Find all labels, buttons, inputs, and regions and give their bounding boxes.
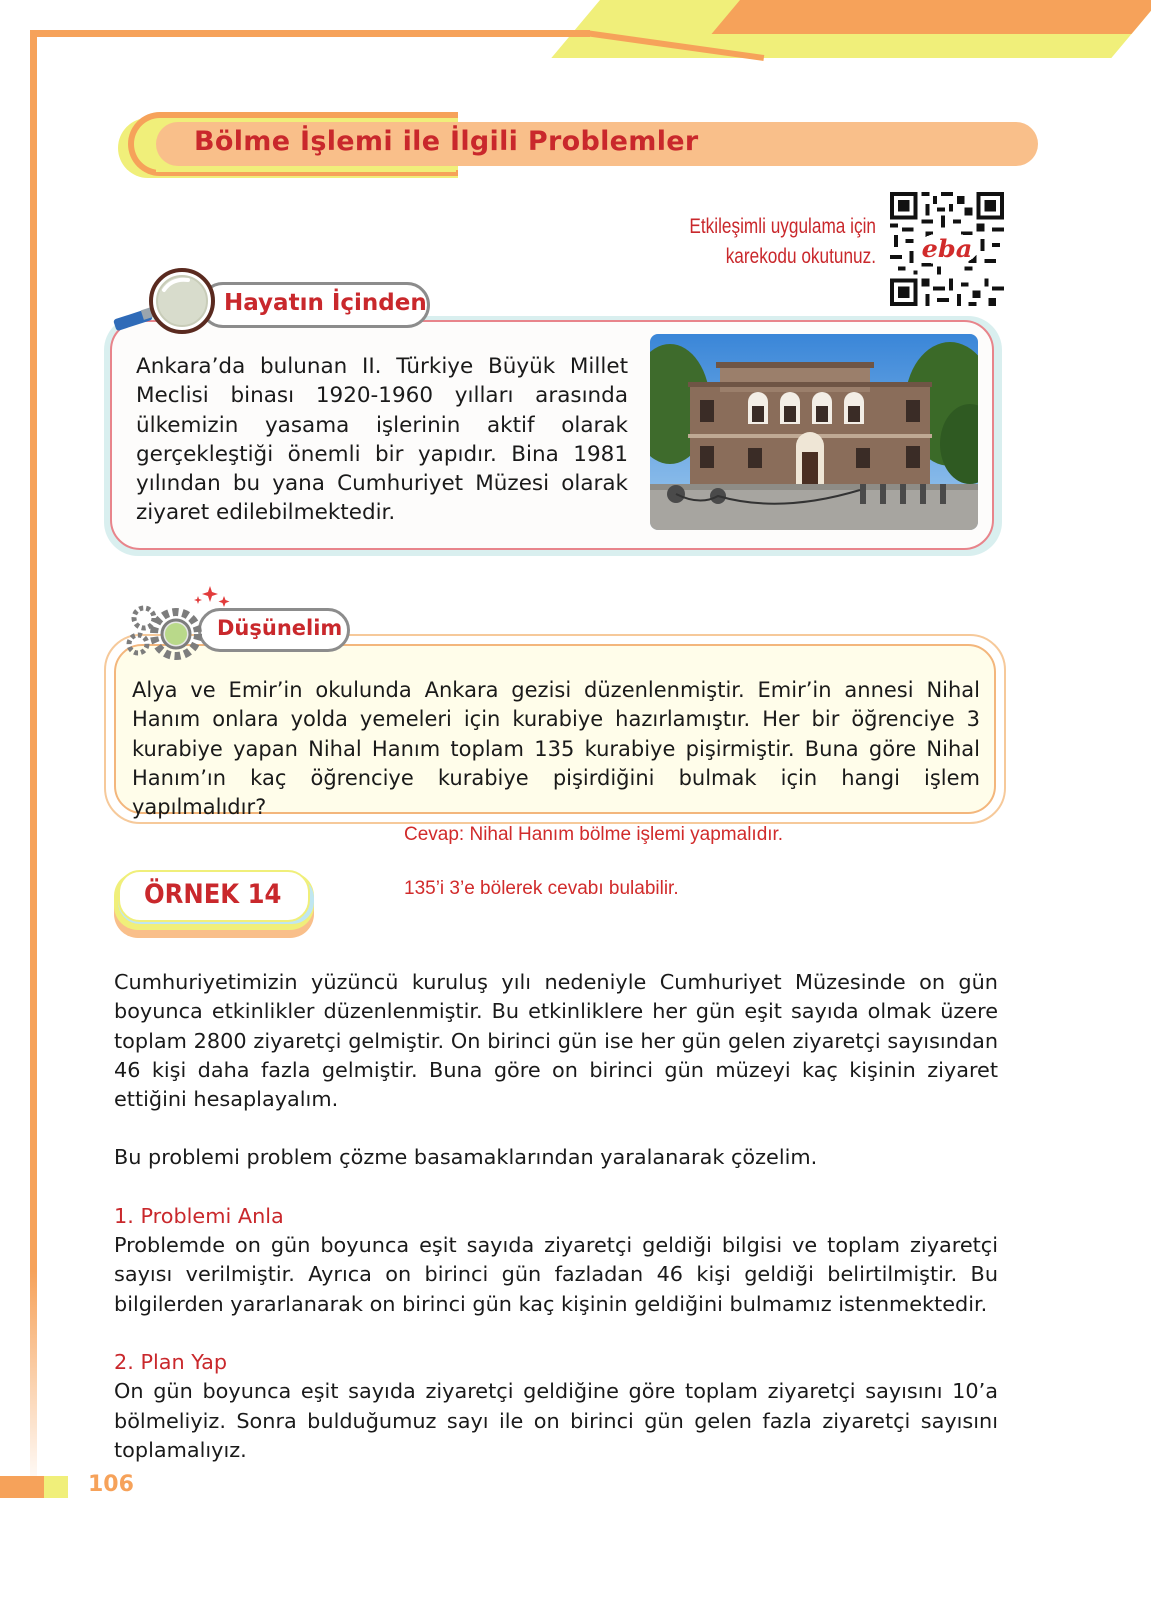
frame-left-line — [30, 30, 37, 1490]
think-label: Düşünelim — [217, 616, 343, 640]
step1-text: Problemde on gün boyunca eşit sayıda ziyaretçi geldiği bilgisi ve toplam ziyaretçi sayısı verilmiştir. Ayrıca on birinci gün fazladan 46 kişi geldiği belirtilmiştir. Bu bilgilerden yararlanarak on birinci gün kaç kişinin geldiğini bulmamız istenmektedir. — [114, 1233, 998, 1316]
answer-line-2: 135’i 3’e bölerek cevabı bulabilir. — [404, 878, 679, 899]
step2-title: 2. Plan Yap — [114, 1349, 228, 1374]
qr-caption-line1: Etkileşimli uygulama için — [689, 215, 876, 238]
magnifier-icon — [112, 268, 222, 338]
example-label: ÖRNEK 14 — [144, 879, 282, 910]
section-title-banner — [118, 112, 1038, 182]
example-intro: Bu problemi problem çözme basamaklarından yaralanarak çözelim. — [114, 1145, 818, 1170]
footer-yellow-block — [44, 1476, 68, 1498]
gears-icon — [118, 580, 238, 666]
eba-logo: eba — [921, 234, 973, 265]
qr-code[interactable] — [890, 192, 1004, 306]
section-title: Bölme İşlemi ile İlgili Problemler — [194, 126, 699, 157]
real-life-label: Hayatın İçinden — [224, 290, 427, 316]
top-orange-band — [711, 0, 1151, 34]
think-text: Alya ve Emir’in okulunda Ankara gezisi düzenlenmiştir. Emir’in annesi Nihal Hanım onlara yolda yemeleri için kurabiye hazırlamıştır. Her bir öğrenciye 3 kurabiye yapan Nihal Hanım toplam 135 kurabiye pişirmiştir. Buna göre Nihal Hanım’ın kaç öğrenciye kurabiye pişirdiğini bulmak için hangi işlem yapılmalıdır? — [132, 678, 980, 820]
step1-title: 1. Problemi Anla — [114, 1203, 284, 1228]
example-problem: Cumhuriyetimizin yüzüncü kuruluş yılı nedeniyle Cumhuriyet Müzesinde on gün boyunca etkinlikler düzenlenmiştir. Bu etkinliklere her gün eşit sayıda olmak üzere toplam 2800 ziyaretçi gelmiştir. On birinci gün ise her gün gelen ziyaretçi sayısından 46 kişi daha fazla gelmiştir. Buna göre on birinci gün müzeyi kaç kişinin ziyaret ettiğini hesaplayalım. — [114, 970, 998, 1112]
page-number: 106 — [88, 1472, 134, 1497]
example-body — [114, 968, 998, 1465]
step2-text: On gün boyunca eşit sayıda ziyaretçi geldiğine göre toplam ziyaretçi sayısını 10’a bölmeliyiz. Sonra bulduğumuz sayı ile on birinci gün gelen fazla ziyaretçi sayısını toplamalıyız. — [114, 1379, 998, 1462]
answer-line-1: Cevap: Nihal Hanım bölme işlemi yapmalıdır. — [404, 824, 784, 845]
qr-caption — [682, 212, 876, 272]
frame-top-line — [30, 30, 590, 37]
qr-caption-line2: karekodu okutunuz. — [725, 245, 876, 268]
real-life-text: Ankara’da bulunan II. Türkiye Büyük Millet Meclisi binası 1920-1960 yılları arasında ülkemizin yasama işlerinin aktif olarak gerçekleştiği önemli bir yapıdır. Bina 1981 yılından bu yana Cumhuriyet Müzesi olarak ziyaret edilebilmektedir. — [136, 354, 628, 526]
museum-photo — [650, 334, 978, 530]
footer-orange-block — [0, 1476, 44, 1498]
title-underline — [156, 166, 456, 172]
